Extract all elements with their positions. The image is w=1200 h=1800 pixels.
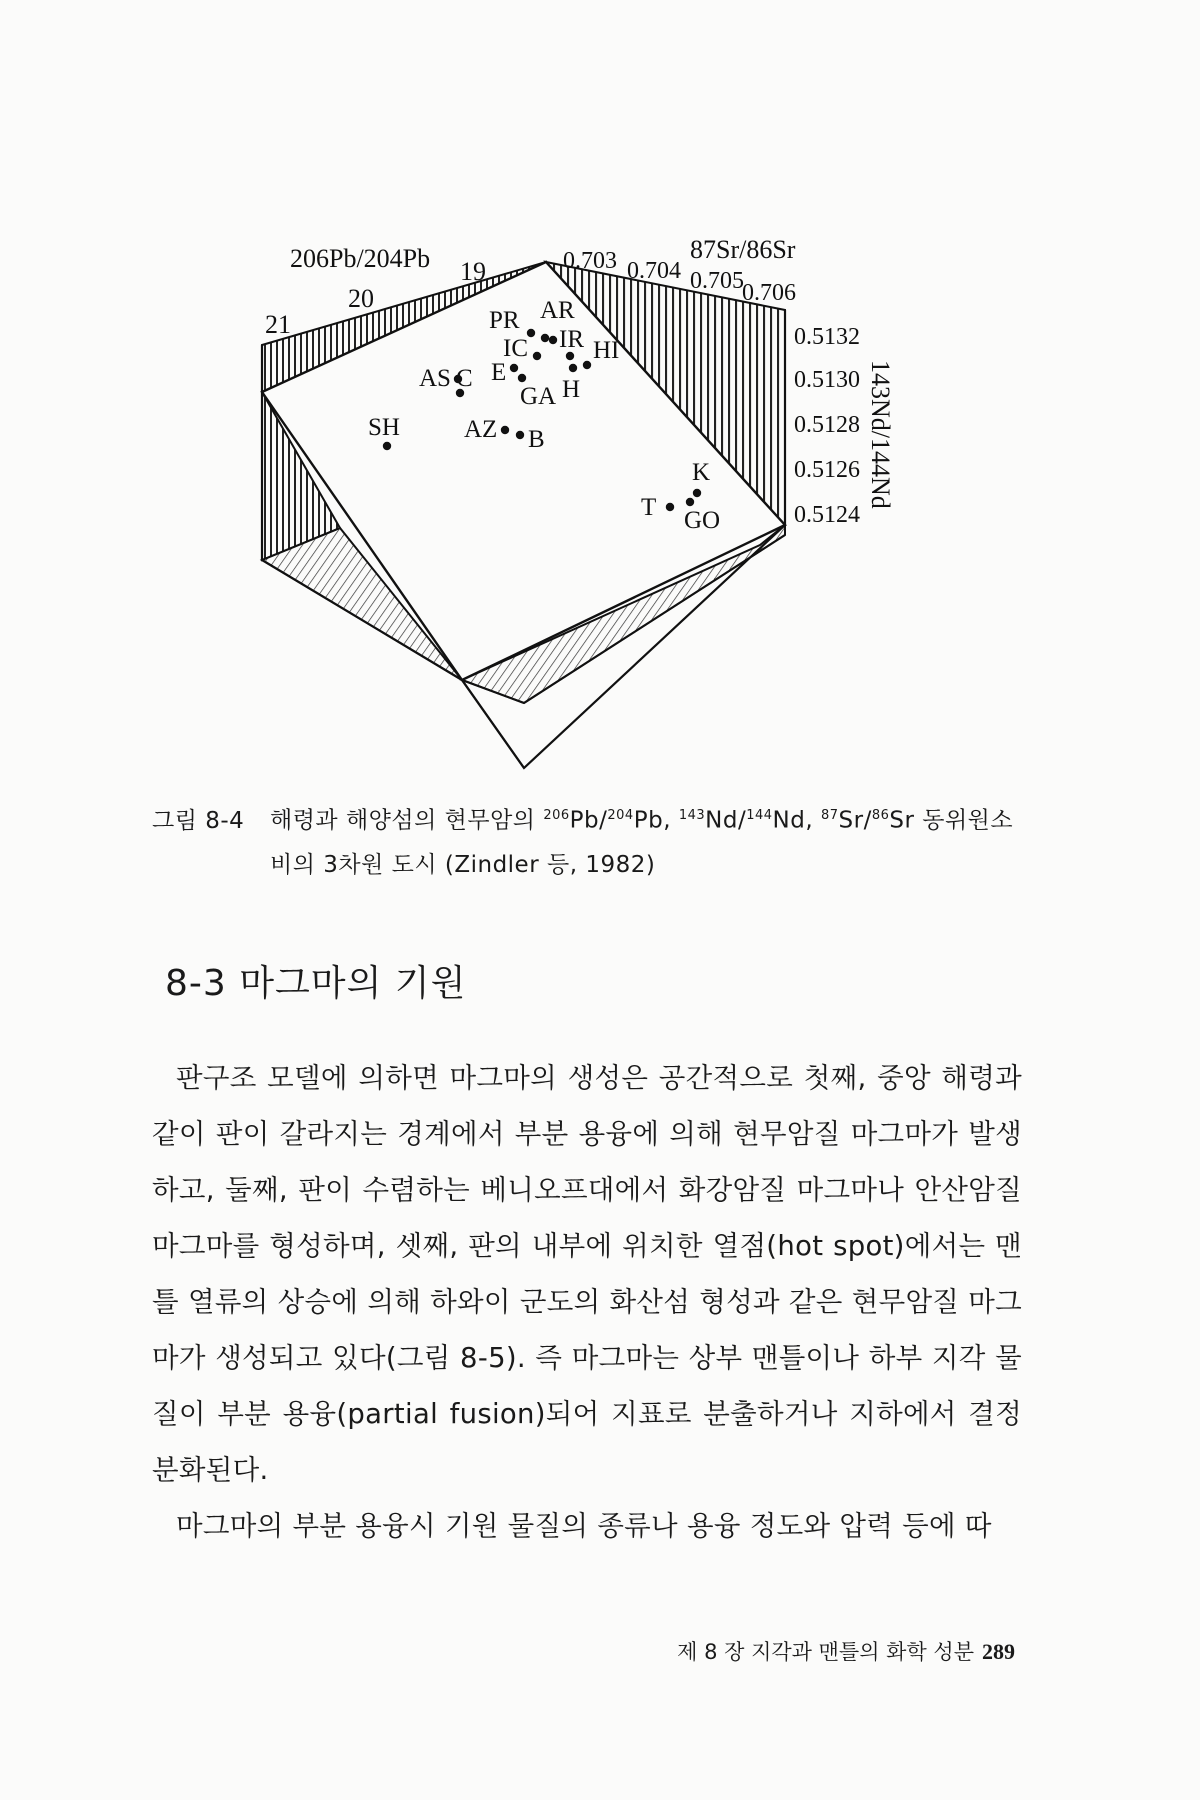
point-dot-hi xyxy=(583,361,591,369)
point-dot-b xyxy=(516,431,524,439)
sr-tick-0703: 0.703 xyxy=(563,248,617,274)
nd-tick-05128: 0.5128 xyxy=(794,412,860,438)
point-dot-pr xyxy=(527,329,535,337)
point-label-t: T xyxy=(641,494,657,521)
point-dot-go xyxy=(686,498,694,506)
point-label-c: C xyxy=(456,365,473,392)
sr-tick-0704: 0.704 xyxy=(627,258,681,284)
point-label-as: AS xyxy=(419,365,451,392)
sr-tick-0705: 0.705 xyxy=(690,268,744,294)
point-dot-ic xyxy=(533,352,541,360)
point-label-ga: GA xyxy=(520,383,557,410)
point-dot-ir xyxy=(566,352,574,360)
sr-tick-0706: 0.706 xyxy=(742,280,796,306)
body-text xyxy=(152,1050,1022,1554)
caption-pb-mid: Pb/ xyxy=(569,807,608,834)
caption-nd-sup1: 143 xyxy=(678,808,706,823)
point-dot-t xyxy=(666,503,674,511)
point-dot-az xyxy=(501,426,509,434)
footer-chapter: 제 8 장 지각과 맨틀의 화학 성분 xyxy=(677,1640,974,1664)
nd-tick-05124: 0.5124 xyxy=(794,502,860,528)
point-label-az: AZ xyxy=(464,416,498,443)
caption-sr-sup2: 86 xyxy=(871,808,890,823)
caption-nd-sup2: 144 xyxy=(746,808,773,823)
point-label-sh: SH xyxy=(368,414,400,441)
point-dot-k xyxy=(693,489,701,497)
pb-tick-20: 20 xyxy=(348,284,374,313)
caption-sr-sup1: 87 xyxy=(820,808,839,823)
caption-pb-sup1: 206 xyxy=(543,808,570,823)
caption-sr-end: Sr 동위원소 xyxy=(889,807,1014,834)
nd-axis-title: 143Nd/144Nd xyxy=(866,360,895,509)
body-paragraph-1: 판구조 모델에 의하면 마그마의 생성은 공간적으로 첫째, 중앙 해령과 같이 판이 갈라지는 경계에서 부분 용융에 의해 현무암질 마그마가 발생하고, 둘째, 판이 수렴하는 베니오프대에서 화강암질 마그마나 안산암질 마그마를 형성하며, 셋째, 판의 내부에 위치한 열점(hot spot)에서는 맨틀 열류의 상승에 의해 하와이 군도의 화산섬 형성과 같은 현무암질 마그마가 생성되고 있다(그림 8-5). 즉 마그마는 상부 맨틀이나 하부 지각 물질이 부분 용융(partial fusion)되어 지표로 분출하거나 지하에서 결정 분화된다. xyxy=(152,1062,1022,1486)
point-label-pr: PR xyxy=(489,307,520,334)
point-label-ic: IC xyxy=(503,335,528,362)
page-number: 289 xyxy=(982,1639,1015,1664)
point-dot-ar xyxy=(541,334,549,342)
caption-sr-mid: Sr/ xyxy=(838,807,872,834)
point-label-e: E xyxy=(491,359,507,386)
page-footer xyxy=(677,1636,1015,1666)
isotope-3d-figure xyxy=(0,0,1200,800)
point-dot-e2 xyxy=(518,374,526,382)
nd-tick-05130: 0.5130 xyxy=(794,367,860,393)
point-label-h: H xyxy=(562,376,581,403)
caption-text-a: 해령과 해양섬의 현무암의 xyxy=(270,807,544,834)
pb-tick-21: 21 xyxy=(265,310,291,339)
pb-axis-title: 206Pb/204Pb xyxy=(290,244,431,273)
caption-pb-end: Pb, xyxy=(633,807,679,834)
nd-tick-05126: 0.5126 xyxy=(794,457,860,483)
body-paragraph-2: 마그마의 부분 용융시 기원 물질의 종류나 용융 정도와 압력 등에 따 xyxy=(176,1510,992,1542)
caption-nd-end: Nd, xyxy=(772,807,821,834)
point-label-k: K xyxy=(692,459,711,486)
point-label-hi: HI xyxy=(593,337,620,364)
caption-line-2: 비의 3차원 도시 (Zindler 등, 1982) xyxy=(270,851,656,878)
point-label-b: B xyxy=(528,426,545,453)
point-label-ir: IR xyxy=(559,326,584,353)
nd-tick-05132: 0.5132 xyxy=(794,324,860,350)
point-dot-ar2 xyxy=(549,336,557,344)
caption-label: 그림 8-4 xyxy=(152,807,245,834)
point-dot-e xyxy=(510,364,518,372)
point-dot-sh xyxy=(383,442,391,450)
sr-axis-title: 87Sr/86Sr xyxy=(690,235,796,264)
caption-pb-sup2: 204 xyxy=(607,808,634,823)
caption-nd-mid: Nd/ xyxy=(705,807,747,834)
figure-caption xyxy=(152,794,1052,887)
point-dot-h xyxy=(569,364,577,372)
point-label-ar: AR xyxy=(540,297,575,324)
pb-tick-19: 19 xyxy=(460,257,486,286)
section-title: 8-3 마그마의 기원 xyxy=(165,963,467,1004)
point-label-go: GO xyxy=(684,507,721,534)
